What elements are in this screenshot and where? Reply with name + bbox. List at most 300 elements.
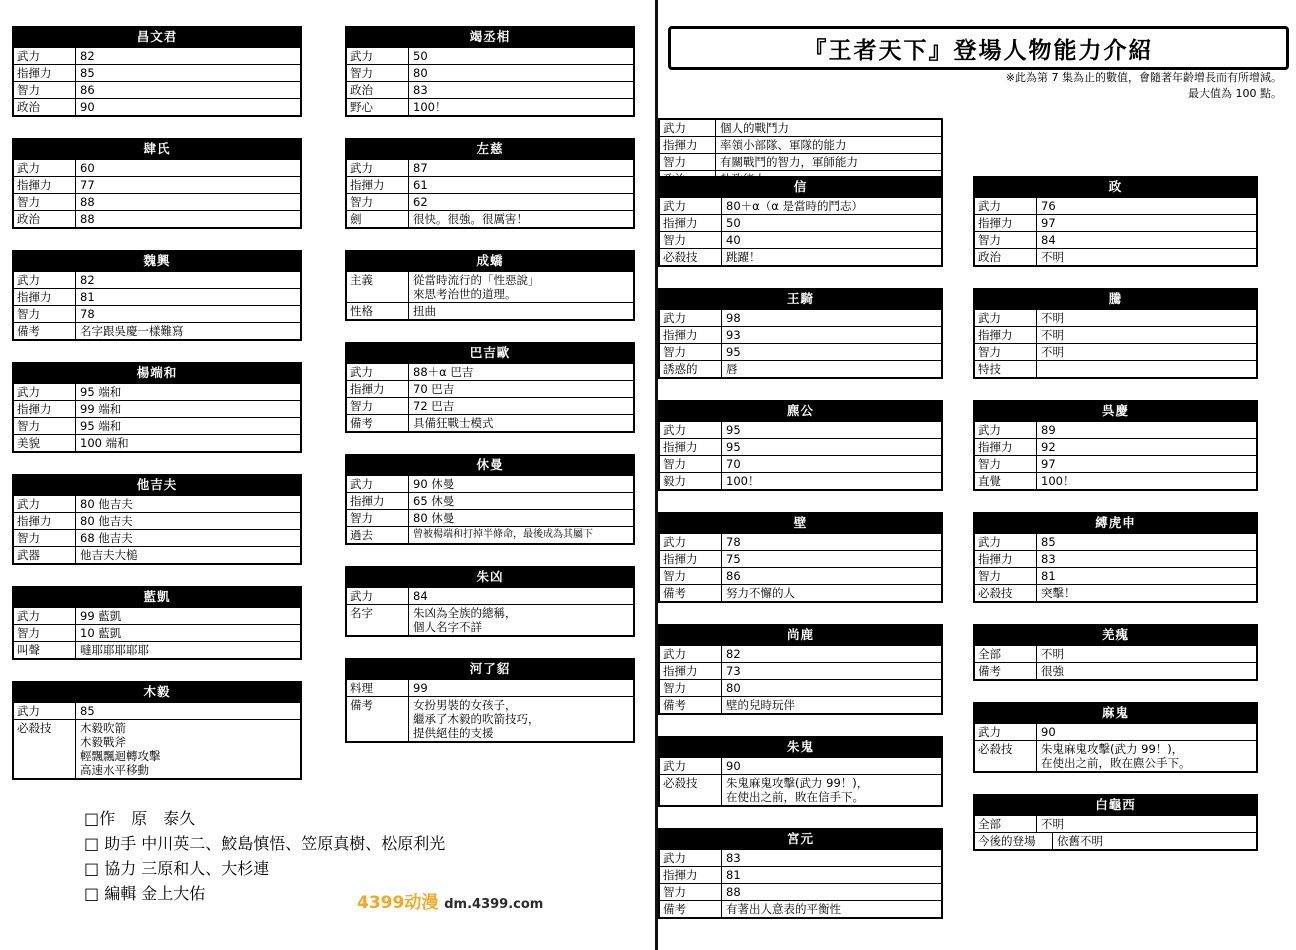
- stat-row: [660, 343, 941, 360]
- stat-row: [660, 472, 941, 489]
- stat-value: 朱鬼麻鬼攻擊(武力 99！)， 在使出之前，敗在麃公手下。: [1041, 742, 1191, 770]
- stat-key: 主義: [347, 272, 409, 302]
- stat-value: 壁的兒時玩伴: [726, 698, 795, 712]
- stat-value: 100！: [1041, 474, 1075, 488]
- stat-value: 跳躍！: [726, 250, 761, 264]
- stat-value: 95: [726, 440, 741, 454]
- stat-value: 99 端和: [80, 402, 122, 416]
- stat-value: 100！: [726, 474, 760, 488]
- stat-value: 女扮男裝的女孩子， 繼承了木毅的吹箭技巧， 提供絕佳的支援: [413, 698, 540, 740]
- stat-row: [14, 702, 300, 719]
- stat-value: 68 他吉夫: [80, 531, 133, 545]
- watermark-url: dm.4399.com: [444, 897, 544, 912]
- stat-value: 95: [726, 423, 741, 437]
- stat-key: 智力: [347, 398, 409, 414]
- stat-row: [14, 47, 300, 64]
- stat-row: [975, 231, 1256, 248]
- stat-table-title: 朱凶: [347, 568, 633, 587]
- stat-value: 65 休曼: [413, 494, 455, 508]
- stat-key: 政治: [14, 211, 76, 227]
- stat-table: [973, 512, 1258, 603]
- stat-row: [975, 343, 1256, 360]
- stat-key: 指揮力: [975, 215, 1037, 231]
- stat-value: 不明: [1041, 311, 1064, 325]
- stat-row: [975, 360, 1256, 377]
- stat-key: 武力: [14, 703, 76, 719]
- stat-row: [660, 248, 941, 265]
- stat-value: 78: [726, 535, 741, 549]
- stat-row: [347, 679, 633, 696]
- stat-key: 武力: [975, 422, 1037, 438]
- stat-key: 備考: [347, 415, 409, 431]
- stat-value: 70 巴吉: [413, 382, 455, 396]
- stat-table-title: 王騎: [660, 290, 941, 309]
- stat-value: 73: [726, 664, 741, 678]
- stat-key: 指揮力: [660, 215, 722, 231]
- stat-key: 料理: [347, 680, 409, 696]
- stat-value: 85: [80, 704, 95, 718]
- stat-table-title: 巴吉歐: [347, 344, 633, 363]
- stat-row: [660, 197, 941, 214]
- stat-row: [14, 176, 300, 193]
- stat-row: [347, 397, 633, 414]
- stat-value: 很強: [1041, 664, 1064, 678]
- stat-table-title: 壁: [660, 514, 941, 533]
- stat-key: 必殺技: [975, 585, 1037, 601]
- stat-value: 40: [726, 233, 741, 247]
- stat-table: [973, 794, 1258, 851]
- stat-value: 噠耶耶耶耶耶: [80, 643, 149, 657]
- stat-value: 朱凶為全族的總稱， 個人名字不詳: [413, 606, 517, 634]
- stat-table: [658, 288, 943, 379]
- stat-table: [658, 512, 943, 603]
- stat-row: [975, 438, 1256, 455]
- stat-row: [14, 529, 300, 546]
- stat-key: 指揮力: [660, 439, 722, 455]
- stat-row: [347, 492, 633, 509]
- stat-row: [660, 679, 941, 696]
- stat-row: [660, 421, 941, 438]
- stat-key: 指揮力: [660, 663, 722, 679]
- stat-row: [660, 662, 941, 679]
- stat-value: 不明: [1041, 250, 1064, 264]
- stat-key: 武力: [347, 588, 409, 604]
- credit-cooperation: □ 協力 三原和人、大杉連: [84, 859, 270, 878]
- stat-key: 智力: [14, 418, 76, 434]
- stat-row: [975, 740, 1256, 771]
- stat-table-title: 騰: [975, 290, 1256, 309]
- stat-value: 10 藍凱: [80, 626, 122, 640]
- stat-table: [658, 736, 943, 807]
- stat-table-title: 羌瘣: [975, 626, 1256, 645]
- site-watermark: [357, 888, 543, 913]
- stat-row: [347, 47, 633, 64]
- right-page: [658, 0, 1296, 950]
- stat-value: 82: [80, 49, 95, 63]
- stat-table-title: 尚鹿: [660, 626, 941, 645]
- stat-row: [660, 866, 941, 883]
- stat-value: 81: [80, 290, 95, 304]
- stat-table: [345, 250, 635, 321]
- stat-key: 指揮力: [975, 551, 1037, 567]
- stat-row: [347, 526, 633, 543]
- stat-row: [975, 214, 1256, 231]
- stat-row: [14, 81, 300, 98]
- stat-key: 武力: [975, 724, 1037, 740]
- stat-row: [660, 550, 941, 567]
- stat-row: [347, 271, 633, 302]
- stat-row: [347, 98, 633, 115]
- stat-value: 70: [726, 457, 741, 471]
- stat-table-title: 信: [660, 178, 941, 197]
- stat-row: [14, 546, 300, 563]
- stat-value: 從當時流行的「性惡說」 來思考治世的道理。: [413, 273, 540, 301]
- stat-row: [347, 604, 633, 635]
- stat-table: [973, 702, 1258, 773]
- stat-row: [660, 849, 941, 866]
- legend-key: 武力: [660, 120, 716, 136]
- stat-key: 過去: [347, 527, 409, 543]
- stat-key: 武力: [660, 422, 722, 438]
- stat-row: [660, 696, 941, 713]
- stat-table-title: 肆氏: [14, 140, 300, 159]
- stat-row: [14, 322, 300, 339]
- stat-key: 指揮力: [347, 177, 409, 193]
- stat-key: 武力: [975, 198, 1037, 214]
- stat-table: [345, 138, 635, 229]
- stat-table-title: 成蟜: [347, 252, 633, 271]
- stat-value: 85: [80, 66, 95, 80]
- stat-value: 不明: [1041, 647, 1064, 661]
- stat-value: 唇: [726, 362, 738, 376]
- stat-key: 指揮力: [660, 551, 722, 567]
- stat-table-title: 呉慶: [975, 402, 1256, 421]
- legend-value: 有關戰鬥的智力，軍師能力: [720, 155, 858, 169]
- stat-row: [14, 624, 300, 641]
- stat-key: 指揮力: [975, 439, 1037, 455]
- stat-row: [347, 363, 633, 380]
- legend-key: 指揮力: [660, 137, 716, 153]
- stat-key: 誘惑的: [660, 361, 722, 377]
- stat-key: 智力: [975, 568, 1037, 584]
- stat-row: [14, 271, 300, 288]
- stat-key: 智力: [660, 232, 722, 248]
- stat-row: [14, 417, 300, 434]
- stat-value: 80: [413, 66, 428, 80]
- stat-key: 必殺技: [660, 249, 722, 265]
- stat-table: [345, 566, 635, 637]
- stat-value: 81: [1041, 569, 1056, 583]
- stat-key: 指揮力: [347, 493, 409, 509]
- stat-value: 60: [80, 161, 95, 175]
- stat-row: [975, 421, 1256, 438]
- stat-value: 90: [80, 100, 95, 114]
- stat-row: [660, 455, 941, 472]
- stat-row: [14, 400, 300, 417]
- stat-value: 80 休曼: [413, 511, 455, 525]
- stat-table-title: 魏興: [14, 252, 300, 271]
- stat-key: 武力: [660, 758, 722, 774]
- stat-table: [345, 26, 635, 117]
- stat-row: [975, 326, 1256, 343]
- stat-value: 77: [80, 178, 95, 192]
- stat-row: [660, 309, 941, 326]
- stat-value: 82: [726, 647, 741, 661]
- stat-value: 81: [726, 868, 741, 882]
- stat-table: [973, 400, 1258, 491]
- stat-row: [975, 567, 1256, 584]
- stat-table: [345, 454, 635, 545]
- credit-assistants: □ 助手 中川英二、鮫島慎悟、笠原真樹、松原利光: [84, 834, 446, 853]
- stat-value: 80＋α（α 是當時的鬥志）: [726, 199, 863, 213]
- stat-key: 政治: [347, 82, 409, 98]
- stat-value: 97: [1041, 457, 1056, 471]
- credit-author: □作 原 泰久: [84, 809, 196, 828]
- stat-row: [975, 723, 1256, 740]
- stat-row: [14, 512, 300, 529]
- stat-value: 具備狂戰士模式: [413, 416, 494, 430]
- stat-key: 備考: [660, 585, 722, 601]
- stat-value: 84: [413, 589, 428, 603]
- stat-value: 95: [726, 345, 741, 359]
- stat-key: 武力: [347, 476, 409, 492]
- stat-row: [347, 210, 633, 227]
- stat-value: 80 他吉夫: [80, 514, 133, 528]
- stat-row: [14, 641, 300, 658]
- stat-key: 野心: [347, 99, 409, 115]
- stat-value: 努力不懈的人: [726, 586, 795, 600]
- stat-row: [14, 210, 300, 227]
- stat-table: [658, 828, 943, 919]
- stat-key: 今後的登場: [975, 833, 1053, 849]
- stat-key: 武力: [14, 272, 76, 288]
- stat-table: [12, 138, 302, 229]
- stat-row: [975, 550, 1256, 567]
- stat-value: 曾被楊端和打掉半條命，最後成為其屬下: [413, 529, 593, 540]
- stat-value: 95 端和: [80, 419, 122, 433]
- stat-value: 90 休曼: [413, 477, 455, 491]
- stat-row: [660, 584, 941, 601]
- stat-key: 指揮力: [347, 381, 409, 397]
- stat-value: 85: [1041, 535, 1056, 549]
- stat-key: 劍: [347, 211, 409, 227]
- stat-row: [660, 757, 941, 774]
- stat-key: 指揮力: [660, 327, 722, 343]
- stat-value: 突擊！: [1041, 586, 1076, 600]
- stat-table: [12, 681, 302, 780]
- stat-key: 智力: [14, 530, 76, 546]
- stat-key: 全部: [975, 646, 1037, 662]
- stat-row: [347, 696, 633, 741]
- stat-value: 98: [726, 311, 741, 325]
- stat-key: 智力: [660, 456, 722, 472]
- stat-row: [975, 472, 1256, 489]
- stat-table-title: 左慈: [347, 140, 633, 159]
- stat-value: 木毅吹箭 木毅戰斧 輕飄飄迴轉攻擊 高速水平移動: [80, 721, 161, 777]
- stat-row: [347, 380, 633, 397]
- stat-table: [345, 342, 635, 433]
- stat-key: 智力: [975, 456, 1037, 472]
- stat-key: 指揮力: [14, 401, 76, 417]
- stat-key: 智力: [14, 625, 76, 641]
- stat-key: 智力: [975, 232, 1037, 248]
- stat-row: [660, 326, 941, 343]
- stat-value: 50: [726, 216, 741, 230]
- stat-row: [14, 288, 300, 305]
- stat-row: [14, 193, 300, 210]
- stat-key: 智力: [660, 344, 722, 360]
- page-note: [1006, 70, 1282, 102]
- stat-value: 88＋α 巴吉: [413, 365, 474, 379]
- legend-key: 智力: [660, 154, 716, 170]
- stat-table-title: 河了貂: [347, 660, 633, 679]
- stat-value: 82: [80, 273, 95, 287]
- stat-value: 80: [726, 681, 741, 695]
- stat-row: [14, 305, 300, 322]
- stat-key: 必殺技: [660, 775, 722, 805]
- stat-value: 不明: [1041, 345, 1064, 359]
- page-title: 『王者天下』登場人物能力介紹: [803, 36, 1154, 64]
- stat-key: 毅力: [660, 473, 722, 489]
- stat-key: 備考: [14, 323, 76, 339]
- stat-value: 100！: [413, 100, 447, 114]
- right-column-b: [973, 176, 1258, 861]
- stat-row: [14, 434, 300, 451]
- stat-key: 指揮力: [14, 289, 76, 305]
- stat-table-title: 白龜西: [975, 796, 1256, 815]
- stat-row: [347, 509, 633, 526]
- stat-table: [973, 288, 1258, 379]
- stat-value: 88: [726, 885, 741, 899]
- stat-value: 88: [80, 212, 95, 226]
- stat-row: [347, 64, 633, 81]
- stat-value: 92: [1041, 440, 1056, 454]
- stat-row: [14, 719, 300, 778]
- stat-value: 50: [413, 49, 428, 63]
- credit-editor: □ 編輯 金上大佑: [84, 884, 206, 903]
- stat-key: 政治: [14, 99, 76, 115]
- stat-key: 武力: [660, 646, 722, 662]
- stat-row: [975, 584, 1256, 601]
- stat-key: 智力: [660, 884, 722, 900]
- stat-key: 名字: [347, 605, 409, 635]
- stat-value: 不明: [1041, 817, 1064, 831]
- stat-key: 武力: [975, 534, 1037, 550]
- stat-key: 智力: [14, 194, 76, 210]
- stat-value: 61: [413, 178, 428, 192]
- stat-key: 備考: [660, 901, 722, 917]
- stat-table-title: 楊端和: [14, 364, 300, 383]
- stat-value: 89: [1041, 423, 1056, 437]
- stat-key: 武力: [660, 310, 722, 326]
- stat-row: [975, 455, 1256, 472]
- stat-key: 智力: [660, 568, 722, 584]
- stat-row: [660, 360, 941, 377]
- stat-table-title: 竭丞相: [347, 28, 633, 47]
- stat-row: [14, 383, 300, 400]
- stat-table-title: 休曼: [347, 456, 633, 475]
- stat-row: [347, 159, 633, 176]
- stat-value: 99 藍凱: [80, 609, 122, 623]
- stat-value: 有著出人意表的平衡性: [726, 902, 841, 916]
- stat-value: 80 他吉夫: [80, 497, 133, 511]
- stat-key: 指揮力: [14, 177, 76, 193]
- stat-value: 95 端和: [80, 385, 122, 399]
- stat-key: 叫聲: [14, 642, 76, 658]
- stat-key: 武力: [660, 198, 722, 214]
- stat-value: 依舊不明: [1057, 834, 1103, 848]
- stat-key: 武力: [347, 48, 409, 64]
- stat-value: [1037, 361, 1256, 377]
- stat-table: [12, 474, 302, 565]
- stat-key: 智力: [660, 680, 722, 696]
- stat-row: [660, 567, 941, 584]
- stat-row: [347, 587, 633, 604]
- stat-value: 99: [413, 681, 428, 695]
- stat-row: [975, 309, 1256, 326]
- stat-table-title: 藍凱: [14, 588, 300, 607]
- stat-key: 必殺技: [975, 741, 1037, 771]
- stat-key: 武力: [347, 160, 409, 176]
- legend-value: 率領小部隊、軍隊的能力: [720, 138, 847, 152]
- stat-value: 名字跟吳慶一樣難寫: [80, 324, 184, 338]
- stat-key: 特技: [975, 361, 1037, 377]
- stat-value: 72 巴吉: [413, 399, 455, 413]
- stat-value: 90: [726, 759, 741, 773]
- left-column-a: [12, 26, 302, 790]
- stat-table: [658, 400, 943, 491]
- stat-table: [12, 586, 302, 660]
- stat-table: [345, 658, 635, 743]
- stat-row: [347, 81, 633, 98]
- stat-value: 87: [413, 161, 428, 175]
- stat-value: 75: [726, 552, 741, 566]
- stat-table-title: 縛虎申: [975, 514, 1256, 533]
- stat-value: 他吉夫大槌: [80, 548, 138, 562]
- stat-table: [12, 362, 302, 453]
- stat-row: [660, 645, 941, 662]
- right-column-a: [658, 176, 943, 929]
- stat-row: [975, 197, 1256, 214]
- stat-table: [12, 26, 302, 117]
- stat-key: 性格: [347, 303, 409, 319]
- stat-key: 武力: [660, 534, 722, 550]
- stat-table-title: 宮元: [660, 830, 941, 849]
- stat-key: 美貌: [14, 435, 76, 451]
- stat-table: [973, 176, 1258, 267]
- stat-key: 智力: [347, 194, 409, 210]
- stat-key: 武力: [660, 850, 722, 866]
- stat-key: 備考: [975, 663, 1037, 679]
- stat-row: [14, 98, 300, 115]
- note-line-2: 最大值為 100 點。: [1188, 87, 1282, 100]
- stat-value: 83: [726, 851, 741, 865]
- stat-value: 朱鬼麻鬼攻擊(武力 99！)， 在使出之前，敗在信手下。: [726, 776, 869, 804]
- stat-key: 武力: [14, 496, 76, 512]
- stat-row: [14, 607, 300, 624]
- watermark-brand: 4399动漫: [357, 893, 439, 913]
- stat-value: 83: [1041, 552, 1056, 566]
- stat-key: 指揮力: [14, 513, 76, 529]
- stat-row: [347, 414, 633, 431]
- stat-key: 武力: [14, 160, 76, 176]
- stat-value: 84: [1041, 233, 1056, 247]
- stat-row: [975, 662, 1256, 679]
- stat-value: 扭曲: [413, 304, 436, 318]
- stat-value: 76: [1041, 199, 1056, 213]
- stat-key: 備考: [660, 697, 722, 713]
- stat-row: [660, 533, 941, 550]
